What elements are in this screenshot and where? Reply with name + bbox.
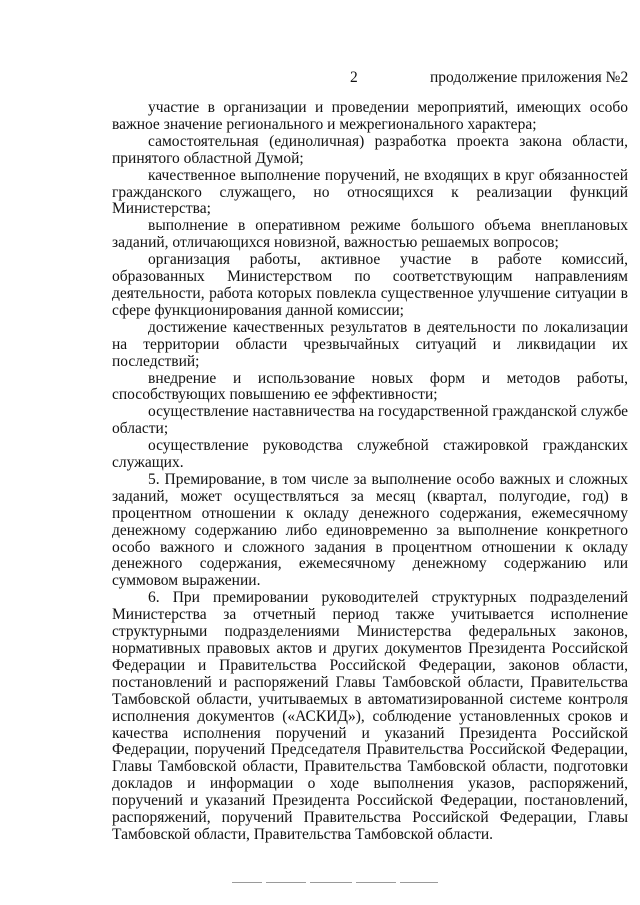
paragraph-new-methods: внедрение и использование новых форм и методов работы, способствующих повышению ее эффективности;: [112, 369, 628, 404]
paragraph-section-5-bonus: 5. Премирование, в том числе за выполнение особо важных и сложных заданий, может осуществляться за месяц (квартал, полугодие, год) в процентном отношении к окладу денежного содержания, ежемесячному денежному содержанию либо единовременно за выполнение конкретного особо важного и сложного задания в процентном отношении к окладу денежного содержания, ежемесячному денежному содержанию или суммовом выражении.: [112, 470, 628, 590]
scan-artifact-line: [400, 882, 438, 883]
scan-artifact-line: [310, 882, 352, 883]
paragraph-law-draft: самостоятельная (единоличная) разработка проекта закона области, принятого областной Думой;: [112, 132, 628, 167]
appendix-continuation-label: продолжение приложения №2: [430, 69, 629, 86]
page-number: 2: [350, 69, 358, 86]
paragraph-internship-supervision: осуществление руководства служебной стажировкой гражданских служащих.: [112, 437, 628, 472]
scan-artifact-line: [266, 882, 306, 883]
paragraph-section-6-bonus-heads: 6. При премировании руководителей структурных подразделений Министерства за отчетный период также учитывается исполнение структурными подразделениями Министерства федеральных законов, нормативных правовых актов и других документов Президента Российской Федерации и Правительства Российской Федерации, законов области, постановлений и распоряжений Главы Тамбовской области, Правительства Тамбовской области, учитываемых в автоматизированной системе контроля исполнения документов («АСКИД»), соблюдение установленных сроков и качества исполнения поручений и указаний Президента Российской Федерации, поручений Председателя Правительства Российской Федерации, Главы Тамбовской области, Правительства Тамбовской области, подготовки докладов и информации о ходе выполнения указов, распоряжений, поручений и указаний Президента Российской Федерации, постановлений, распоряжений, поручений Правительства Российской Федерации, Главы Тамбовской области, Правительства Тамбовской области.: [112, 589, 628, 843]
paragraph-emergency-localization: достижение качественных результатов в деятельности по локализации на территории области чрезвычайных ситуаций и ликвидации их последствий;: [112, 318, 628, 370]
paragraph-mentoring: осуществление наставничества на государственной гражданской службе области;: [112, 403, 628, 438]
scan-artifact-line: [232, 882, 262, 883]
paragraph-extra-assignments: качественное выполнение поручений, не входящих в круг обязанностей гражданского служащего, но относящихся к реализации функций Министерства;: [112, 166, 628, 218]
document-body: [112, 100, 628, 844]
paragraph-events-participation: участие в организации и проведении мероприятий, имеющих особо важное значение регионального и межрегионального характера;: [112, 99, 628, 133]
paragraph-unplanned-tasks: выполнение в оперативном режиме большого объема внеплановых заданий, отличающихся новизной, важностью решаемых вопросов;: [112, 217, 628, 252]
paragraph-commission-work: организация работы, активное участие в работе комиссий, образованных Министерством по соответствующим направлениям деятельности, работа которых повлекла существенное улучшение ситуации в сфере функционирования данной комиссии;: [112, 251, 628, 319]
scan-artifact-line: [356, 882, 396, 883]
page-header: [0, 69, 640, 91]
